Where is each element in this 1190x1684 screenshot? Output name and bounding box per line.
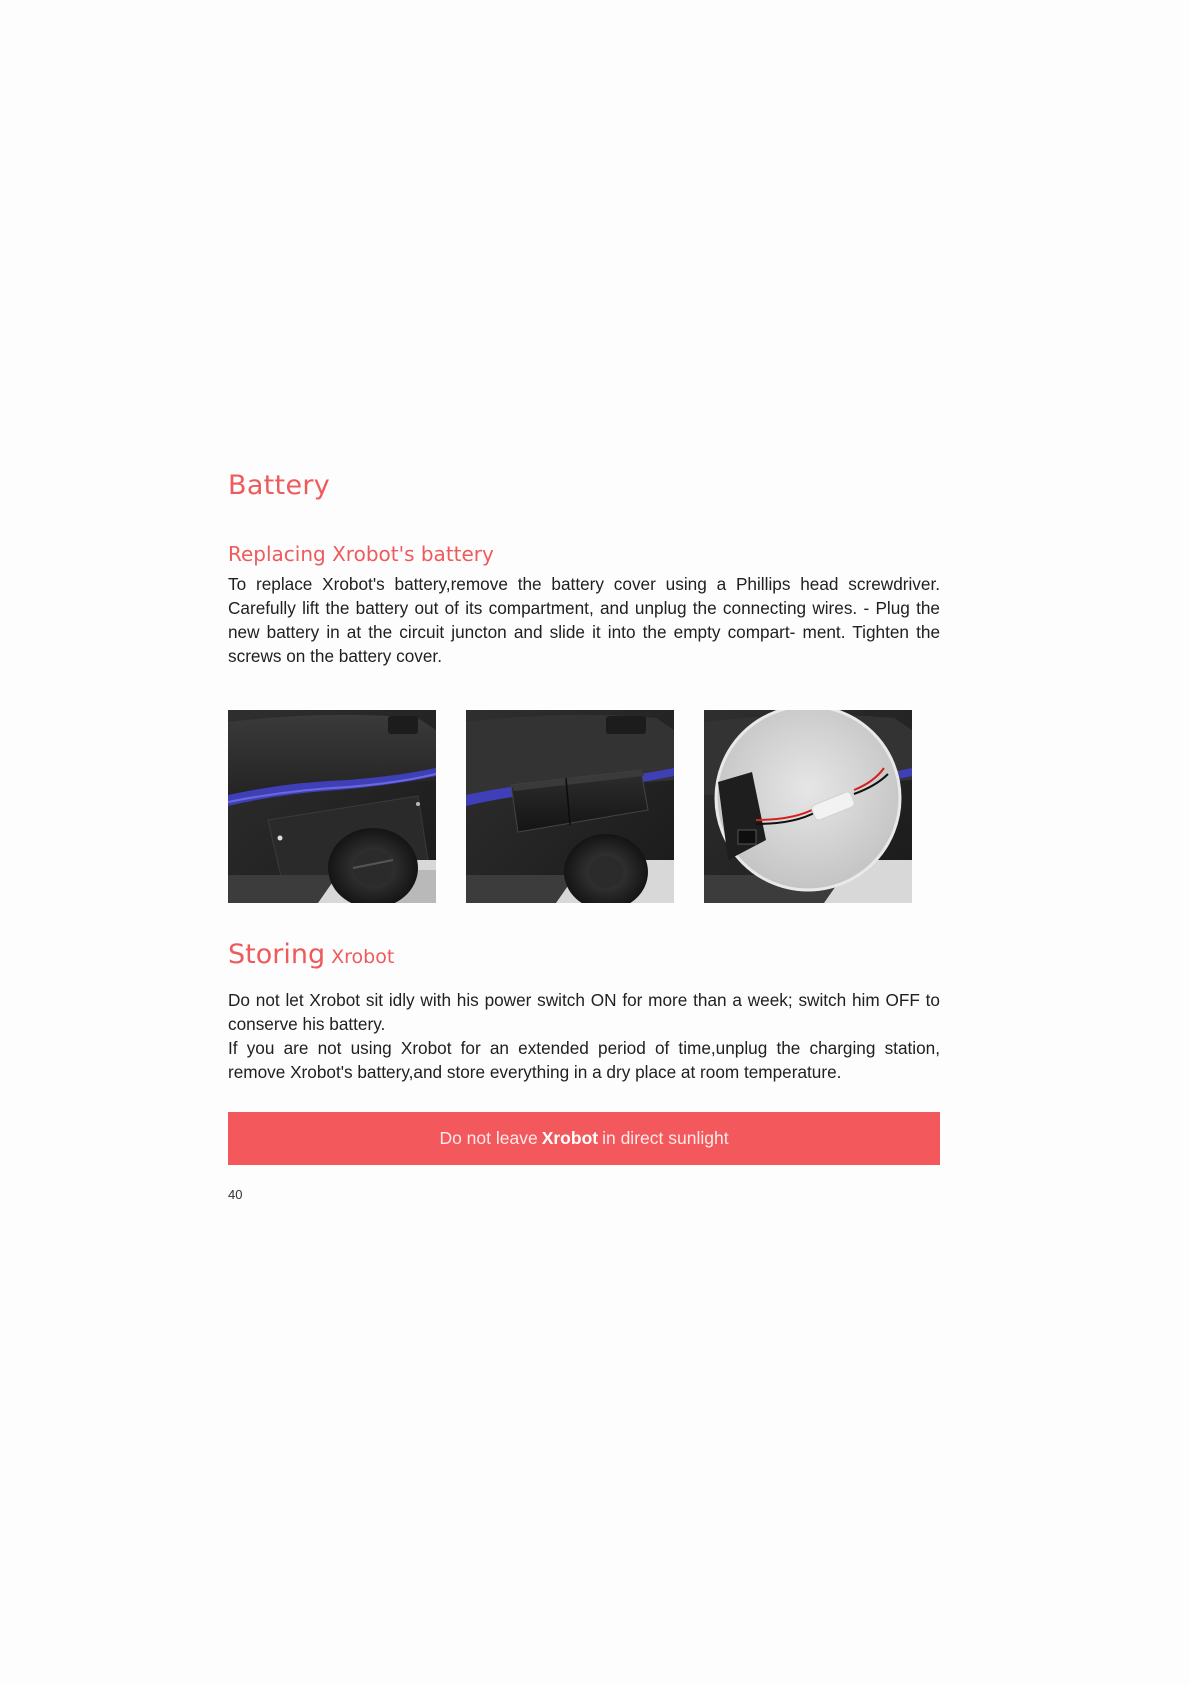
replacing-battery-subheading: Replacing Xrobot's battery <box>228 542 494 567</box>
battery-instructions: To replace Xrobot's battery,remove the battery cover using a Phillips head screwdriver. Carefully lift the battery out of its compartment, and unplug the connecting wires. - Plug the new battery in at the circuit juncton and slide it into the empty compart- ment. Tighten the screws on the battery cover. <box>228 574 940 667</box>
battery-photo-row <box>228 710 940 903</box>
battery-cover-photo <box>228 710 436 903</box>
sunlight-warning-banner <box>228 1112 940 1165</box>
storing-paragraph-1: Do not let Xrobot sit idly with his power switch ON for more than a week; switch him OFF to conserve his battery. <box>228 989 940 1034</box>
storing-heading <box>228 939 940 971</box>
battery-cover-illustration <box>228 710 436 903</box>
storing-title-product: Xrobot <box>331 946 395 969</box>
warning-text-after: in direct sunlight <box>602 1127 729 1148</box>
storing-paragraph-2: If you are not using Xrobot for an extended period of time,unplug the charging station, remove Xrobot's battery,and store everything in a dry place at room temperature. <box>228 1037 940 1082</box>
page-number: 40 <box>228 1186 243 1202</box>
battery-removal-photo <box>466 710 674 903</box>
page-content <box>228 470 940 1202</box>
battery-removal-illustration <box>466 710 674 903</box>
warning-text-before: Do not leave <box>439 1127 538 1148</box>
wire-connector-photo <box>704 710 912 903</box>
warning-text-product: Xrobot <box>541 1127 599 1148</box>
battery-heading: Battery <box>228 470 331 501</box>
storing-title: Storing <box>228 939 326 971</box>
wire-connector-illustration <box>704 710 912 903</box>
